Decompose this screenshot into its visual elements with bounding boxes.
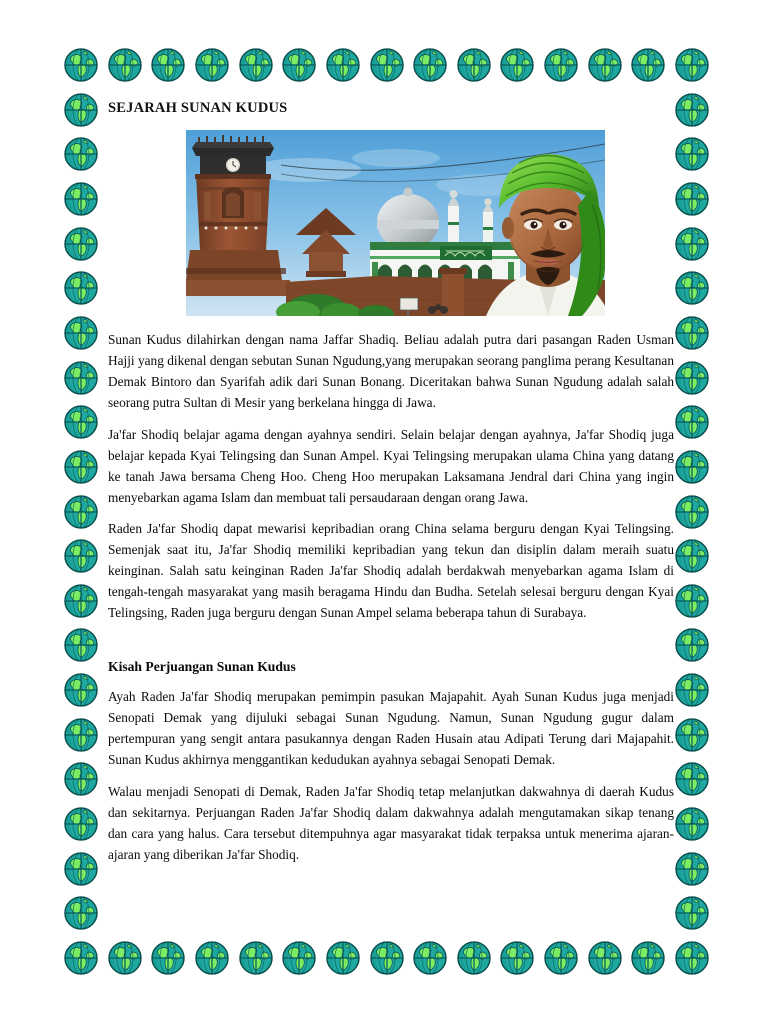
document-content (108, 100, 674, 865)
paragraph-5: Walau menjadi Senopati di Demak, Raden Ja'far Shodiq tetap melanjutkan dakwahnya di daerah Kudus dan sekitarnya. Perjuangan Raden Ja'far Shodiq dalam dakwahnya adalah mengutamakan sikap tenang dan cara yang halus. Cara tersebut ditempuhnya agar masyarakat tidak terpaksa untuk menerima ajaran-ajaran yang diberikan Ja'far Shodiq. (108, 783, 674, 862)
globe-icon-right-19 (674, 895, 710, 931)
globe-icon-right-9 (674, 449, 710, 485)
globe-icon-bottom-10 (499, 940, 535, 976)
globe-icon-left-14 (63, 672, 99, 708)
globe-icon-top-2 (150, 47, 186, 83)
globe-icon-right-4 (674, 226, 710, 262)
globe-icon-left-15 (63, 717, 99, 753)
paragraph-2: Ja'far Shodiq belajar agama dengan ayahnya sendiri. Selain belajar dengan ayahnya, Ja'far Shodiq juga belajar kepada Kyai Telingsing dan Sunan Ampel. Kyai Telingsing merupakan ulama China yang datang ke tanah Jawa bersama Cheng Hoo. Cheng Hoo merupakan Laksamana Jendral dari China yang ingin menyebarkan agama Islam dan membuat tali persaudaraan dengan orang Jawa. (108, 426, 674, 505)
globe-icon-left-6 (63, 315, 99, 351)
globe-icon-left-9 (63, 449, 99, 485)
globe-icon-top-14 (674, 47, 710, 83)
globe-icon-right-2 (674, 136, 710, 172)
globe-icon-left-13 (63, 627, 99, 663)
globe-icon-right-13 (674, 627, 710, 663)
globe-icon-right-1 (674, 92, 710, 128)
globe-icon-left-1 (63, 92, 99, 128)
globe-icon-bottom-0 (63, 940, 99, 976)
globe-icon-top-13 (630, 47, 666, 83)
globe-icon-top-8 (412, 47, 448, 83)
globe-icon-right-5 (674, 270, 710, 306)
globe-icon-top-11 (543, 47, 579, 83)
globe-icon-left-4 (63, 226, 99, 262)
globe-icon-top-3 (194, 47, 230, 83)
globe-icon-right-14 (674, 672, 710, 708)
globe-icon-top-9 (456, 47, 492, 83)
globe-icon-top-0 (63, 47, 99, 83)
globe-icon-top-1 (107, 47, 143, 83)
section-subheading: Kisah Perjuangan Sunan Kudus (108, 658, 296, 674)
globe-icon-bottom-8 (412, 940, 448, 976)
globe-icon-right-6 (674, 315, 710, 351)
globe-icon-right-12 (674, 583, 710, 619)
globe-icon-top-5 (281, 47, 317, 83)
globe-icon-left-10 (63, 494, 99, 530)
globe-icon-left-12 (63, 583, 99, 619)
globe-icon-left-19 (63, 895, 99, 931)
globe-icon-top-12 (587, 47, 623, 83)
paragraph-4: Ayah Raden Ja'far Shodiq merupakan pemimpin pasukan Majapahit. Ayah Sunan Kudus juga menjadi Senopati Demak yang dijuluki sebagai Sunan Ngudung. Namun, Sunan Ngudung gugur dalam pertempuran yang sengit antara pasukannya dengan Raden Husain atau Adipati Terung dari Majapahit. Sunan Kudus akhirnya menggantikan kedudukan ayahnya sebagai Senopati Demak. (108, 689, 674, 768)
globe-icon-left-3 (63, 181, 99, 217)
globe-icon-bottom-12 (587, 940, 623, 976)
globe-icon-right-10 (674, 494, 710, 530)
page-title: SEJARAH SUNAN KUDUS (108, 100, 288, 116)
figure-container (108, 130, 674, 316)
globe-icon-right-15 (674, 717, 710, 753)
globe-icon-right-18 (674, 851, 710, 887)
globe-icon-top-4 (238, 47, 274, 83)
globe-icon-right-3 (674, 181, 710, 217)
globe-icon-bottom-7 (369, 940, 405, 976)
globe-icon-bottom-9 (456, 940, 492, 976)
sunan-kudus-photo (186, 130, 605, 316)
globe-icon-right-11 (674, 538, 710, 574)
globe-icon-top-10 (499, 47, 535, 83)
globe-icon-left-7 (63, 360, 99, 396)
globe-icon-right-16 (674, 761, 710, 797)
globe-icon-right-8 (674, 404, 710, 440)
globe-icon-left-8 (63, 404, 99, 440)
globe-icon-left-18 (63, 851, 99, 887)
globe-icon-bottom-4 (238, 940, 274, 976)
globe-icon-left-5 (63, 270, 99, 306)
globe-icon-top-7 (369, 47, 405, 83)
globe-icon-bottom-6 (325, 940, 361, 976)
globe-icon-bottom-14 (674, 940, 710, 976)
globe-icon-bottom-1 (107, 940, 143, 976)
paragraph-1: Sunan Kudus dilahirkan dengan nama Jaffar Shadiq. Beliau adalah putra dari pasangan Raden Usman Hajji yang dikenal dengan sebutan Sunan Ngudung,yang merupakan seorang panglima perang Kesultanan Demak Bintoro dan Syarifah adik dari Sunan Bonang. Diceritakan bahwa Sunan Ngudung adalah salah seorang putra Sultan di Mesir yang berkelana hingga di Jawa. (108, 332, 674, 411)
globe-icon-left-17 (63, 806, 99, 842)
globe-icon-right-17 (674, 806, 710, 842)
globe-icon-left-16 (63, 761, 99, 797)
globe-icon-right-7 (674, 360, 710, 396)
globe-icon-bottom-11 (543, 940, 579, 976)
globe-icon-bottom-5 (281, 940, 317, 976)
globe-icon-left-11 (63, 538, 99, 574)
globe-icon-top-6 (325, 47, 361, 83)
globe-icon-bottom-2 (150, 940, 186, 976)
globe-icon-bottom-13 (630, 940, 666, 976)
paragraph-3: Raden Ja'far Shodiq dapat mewarisi kepribadian orang China selama berguru dengan Kyai Telingsing. Semenjak saat itu, Ja'far Shodiq memiliki kepribadian yang tekun dan disiplin dalam meraih suatu keinginan. Salah satu keinginan Raden Ja'far Shodiq adalah berdakwah menyebarkan agama Islam di tengah-tengah masyarakat yang masih beragama Hindu dan Budha. Setelah selesai berguru dengan Kyai Telingsing, Raden juga berguru dengan Sunan Ampel selama beberapa tahun di Surabaya. (108, 521, 674, 620)
globe-icon-bottom-3 (194, 940, 230, 976)
globe-icon-left-2 (63, 136, 99, 172)
